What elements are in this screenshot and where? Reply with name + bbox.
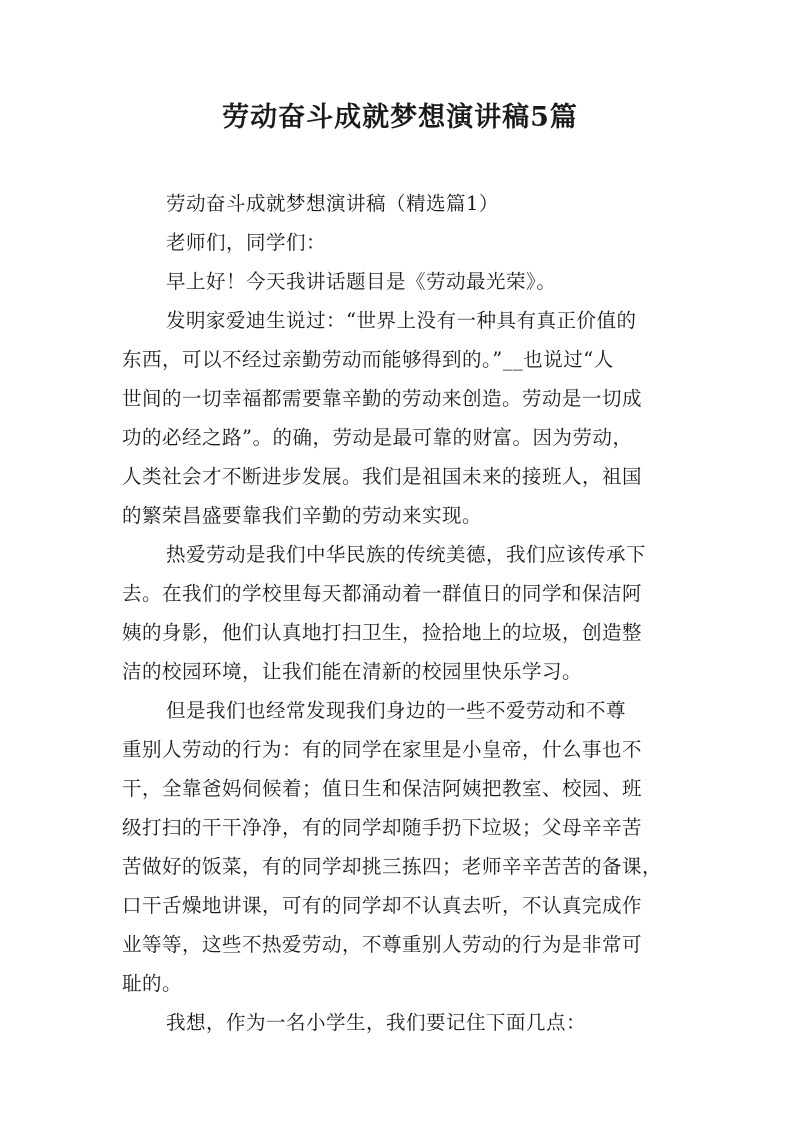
- text-line: 老师们，同学们：: [166, 231, 327, 254]
- text-line: 东西，可以不经过亲勤劳动而能够得到的。”__也说过“人: [122, 348, 614, 371]
- text-line: 但是我们也经常发现我们身边的一些不爱劳动和不尊: [166, 699, 627, 722]
- text-line: 我想，作为一名小学生，我们要记住下面几点：: [166, 1011, 587, 1034]
- text-line: 去。在我们的学校里每天都涌动着一群值日的同学和保洁阿: [122, 582, 643, 605]
- document-body: [122, 184, 682, 1042]
- text-line: 发明家爱迪生说过：“世界上没有一种具有真正价值的: [166, 309, 637, 332]
- text-line: 热爱劳动是我们中华民族的传统美德，我们应该传承下: [166, 543, 647, 566]
- text-line: 劳动奋斗成就梦想演讲稿（精选篇1）: [166, 192, 499, 215]
- text-line: 洁的校园环境，让我们能在清新的校园里快乐学习。: [122, 660, 583, 683]
- text-line: 功的必经之路”。的确，劳动是最可靠的财富。因为劳动，: [122, 426, 633, 449]
- text-line: 重别人劳动的行为：有的同学在家里是小皇帝，什么事也不: [122, 738, 643, 761]
- text-line: 姨的身影，他们认真地打扫卫生，捡拾地上的垃圾，创造整: [122, 621, 643, 644]
- text-line: 耻的。: [122, 972, 183, 995]
- document-title: 劳动奋斗成就梦想演讲稿5篇: [222, 102, 578, 133]
- text-line: 的繁荣昌盛要靠我们辛勤的劳动来实现。: [122, 504, 483, 527]
- text-line: 世间的一切幸福都需要靠辛勤的劳动来创造。劳动是一切成: [122, 387, 643, 410]
- text-line: 业等等，这些不热爱劳动，不尊重别人劳动的行为是非常可: [122, 933, 643, 956]
- text-line: 干，全靠爸妈伺候着；值日生和保洁阿姨把教室、校园、班: [122, 777, 643, 800]
- text-line: 苦做好的饭菜，有的同学却挑三拣四；老师辛辛苦苦的备课，: [122, 855, 663, 878]
- text-line: 早上好！今天我讲话题目是《劳动最光荣》。: [166, 270, 557, 293]
- text-line: 级打扫的干干净净，有的同学却随手扔下垃圾；父母辛辛苦: [122, 816, 643, 839]
- text-line: 人类社会才不断进步发展。我们是祖国未来的接班人，祖国: [122, 465, 643, 488]
- text-line: 口干舌燥地讲课，可有的同学却不认真去听，不认真完成作: [122, 894, 643, 917]
